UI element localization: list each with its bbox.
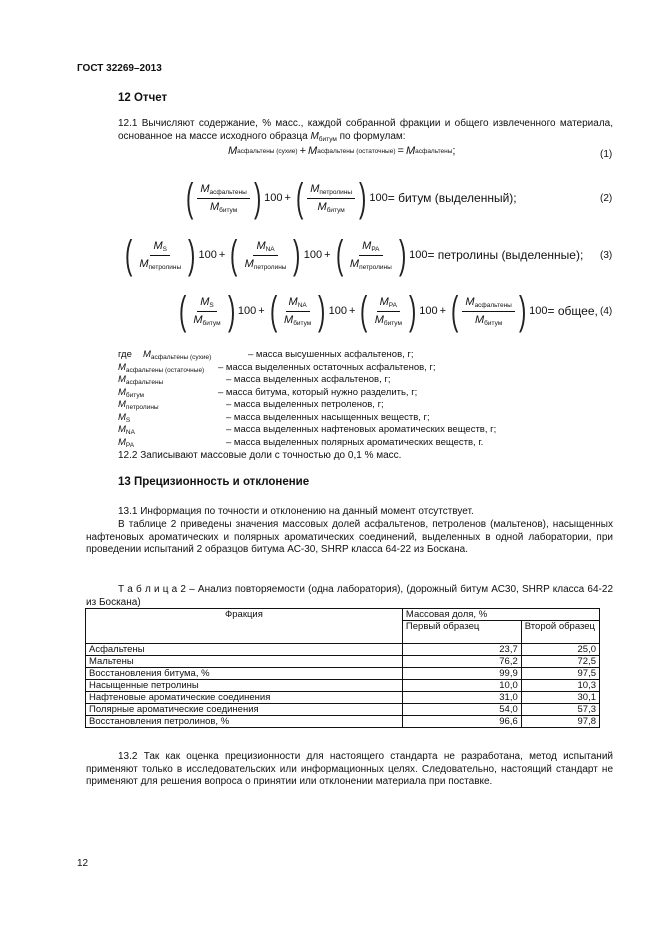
page-number: 12 — [77, 858, 89, 869]
definition-text: – масса битума, который нужно разделить, г; — [218, 387, 418, 398]
paragraph-13-1b: В таблице 2 приведены значения массовых долей асфальтенов, петроленов (мальтенов), насыщенных нафтеновых ароматических и полярных ароматических соединений, выделенных в одной лаборатории, при проведении испытаний 2 образцов битума АС-30, SHRP класса 64-22 из Боскана. — [86, 519, 613, 555]
definition-text: – масса выделенных нафтеновых ароматических веществ, г; — [226, 424, 497, 435]
fraction: $\frac{M_{PA}}{M_{петролины}}$ — [349, 239, 392, 271]
fraction: $\frac{M_{петролины}}{M_{битум}}$ — [307, 183, 355, 214]
definition-symbol: $M_{PA}$ — [118, 437, 135, 449]
paragraph-13-2: 13.2 Так как оценка прецизионности для настоящего стандарта не разработана, метод испытаний применяют только в исследовательских или информационных целях. Следовательно, настоящий стандарт не применяют для решения вопроса о принятии или отклонении материала при поставке. — [86, 751, 613, 787]
definition-symbol: $M_{асфальтены (остаточные)}$ — [118, 362, 205, 374]
formula-1: M асфальтены (сухие) + M асфальтены (остаточные) = M асфальтены ; — [228, 145, 456, 157]
table-row: Насыщенные петролины 10,0 10,3 — [86, 680, 600, 692]
repeatability-table — [85, 608, 600, 728]
document-header: ГОСТ 32269–2013 — [77, 63, 162, 74]
definition-text: – масса выделенных полярных ароматических веществ, г. — [226, 437, 484, 448]
fraction: $\frac{M_S}{M_{битум}}$ — [193, 295, 221, 327]
formula-4-number: (4) — [600, 306, 613, 317]
definition-text: – масса выделенных насыщенных веществ, г; — [226, 412, 430, 423]
definition-symbol: $M_{битум}$ — [118, 387, 144, 399]
definition-symbol: $M_{петролины}$ — [118, 399, 159, 411]
fraction: $\frac{M_S}{M_{петролины}}$ — [139, 239, 182, 271]
table-caption: Т а б л и ц а 2 – Анализ повторяемости (одна лаборатория), (дорожный битум АС30, SHRP класса 64-22 из Боскана) — [86, 584, 614, 608]
table-row: Нафтеновые ароматические соединения 31,0 30,1 — [86, 692, 600, 704]
formula-3-number: (3) — [600, 250, 613, 261]
fraction: $\frac{M_{асфальтены}}{M_{битум}}$ — [462, 296, 514, 327]
definition-symbol: $M_S$ — [118, 412, 131, 424]
table-row: Полярные ароматические соединения 54,0 57,3 — [86, 704, 600, 716]
formula-4: ( $\frac{M_S}{M_{битум}}$ ) 100 + ( $\frac{M_{NA}}{M_{битум}}$ ) 100 + ( $\frac{M_{PA}}{M_{битум}}$ ) 100 + ( $\frac{M_{асфальтены}}{M_{битум}}$ ) 100 = общее, — [178, 289, 598, 333]
table-header-sample-2: Второй образец — [521, 621, 599, 644]
paragraph-12-2: 12.2 Записывают массовые доли с точностью до 0,1 % масс. — [118, 450, 402, 461]
table-header-mass: Массовая доля, % — [402, 609, 599, 621]
formula-2-number: (2) — [600, 193, 613, 204]
table-row: Асфальтены 23,7 25,0 — [86, 644, 600, 656]
definition-symbol: $M_{NA}$ — [118, 424, 135, 436]
definition-text: – масса высушенных асфальтенов, г; — [248, 349, 414, 360]
table-header-fraction: Фракция — [86, 609, 403, 644]
table-row: Восстановления петролинов, % 96,6 97,8 — [86, 716, 600, 728]
paragraph-12-1: 12.1 Вычисляют содержание, % масс., каждой собранной фракции и общего извлеченного материала, основанное на массе исходного образца $M_{битум}$ по формулам: — [118, 118, 613, 143]
definition-symbol: $M_{асфальтены (сухие)}$ — [143, 349, 212, 361]
paragraph-13-1: 13.1 Информация по точности и отклонению на данный момент отсутствует. — [118, 506, 474, 517]
section-13-title: 13 Прецизионность и отклонение — [118, 476, 310, 488]
fraction: $\frac{M_{асфальтены}}{M_{битум}}$ — [197, 183, 249, 214]
table-header-sample-1: Первый образец — [402, 621, 521, 644]
formula-2: ( $\frac{M_{асфальтены}}{M_{битум}}$ ) 100 + ( $\frac{M_{петролины}}{M_{битум}}$ ) 100 = битум (выделенный); — [185, 176, 517, 220]
formula-3: ( $\frac{M_S}{M_{петролины}}$ ) 100 + ( $\frac{M_{NA}}{M_{петролины}}$ ) 100 + ( $\frac{M_{PA}}{M_{петролины}}$ ) 100 = петролины (выделенные); — [124, 233, 584, 277]
definition-text: – масса выделенных петроленов, г; — [226, 399, 384, 410]
section-12-title: 12 Отчет — [118, 92, 168, 104]
fraction: $\frac{M_{NA}}{M_{петролины}}$ — [244, 239, 287, 271]
definition-where: где — [118, 349, 132, 360]
fraction: $\frac{M_{NA}}{M_{битум}}$ — [284, 295, 312, 327]
fraction: $\frac{M_{PA}}{M_{битум}}$ — [374, 295, 402, 327]
definition-text: – масса выделенных асфальтенов, г; — [226, 374, 391, 385]
table-row: Мальтены 76,2 72,5 — [86, 656, 600, 668]
table-row: Восстановления битума, % 99,9 97,5 — [86, 668, 600, 680]
definition-text: – масса выделенных остаточных асфальтенов, г; — [218, 362, 436, 373]
formula-1-number: (1) — [600, 149, 613, 160]
definition-symbol: $M_{асфальтены}$ — [118, 374, 164, 386]
